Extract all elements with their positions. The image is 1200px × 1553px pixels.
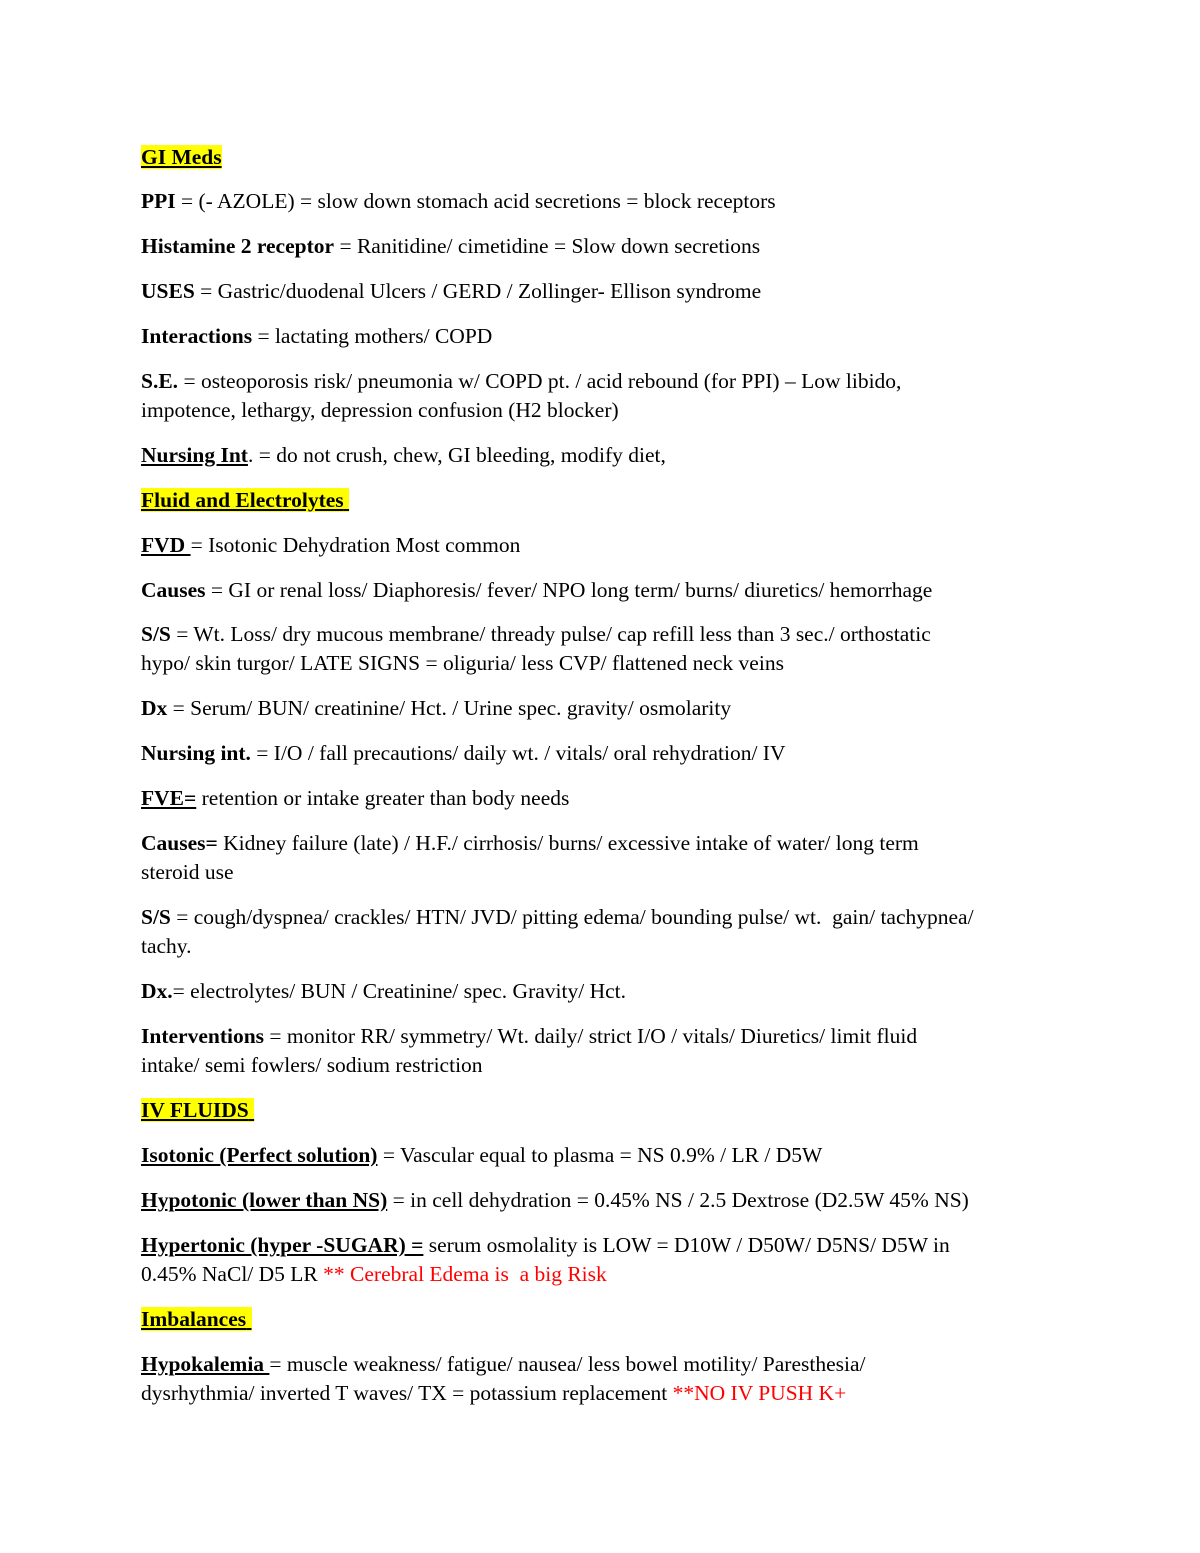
imbalances-heading-text: Imbalances	[141, 1307, 247, 1331]
fvd-dx-text: = Serum/ BUN/ creatinine/ Hct. / Urine spec. gravity/ osmolarity	[167, 696, 732, 720]
gi-nursing-text: . = do not crush, chew, GI bleeding, modify diet,	[247, 443, 666, 467]
fvd-nursing-term: Nursing int.	[141, 741, 251, 765]
fvd-nursing-text: = I/O / fall precautions/ daily wt. / vitals/ oral rehydration/ IV	[250, 741, 786, 765]
fluid-heading-text: Fluid and Electrolytes	[141, 488, 344, 512]
fve-ss-text-2: tachy.	[141, 934, 192, 958]
hypotonic-line	[141, 1185, 969, 1215]
causes-text: = GI or renal loss/ Diaphoresis/ fever/ NPO long term/ burns/ diuretics/ hemorrhage	[205, 578, 933, 602]
fve-term: FVE=	[141, 786, 197, 810]
hypokalemia-line-2	[141, 1378, 846, 1408]
interactions-term: Interactions	[141, 324, 253, 348]
causes-term: Causes	[141, 578, 206, 602]
isotonic-line	[141, 1140, 822, 1170]
cerebral-edema-warning: ** Cerebral Edema is a big Risk	[323, 1262, 607, 1286]
interventions-term: Interventions	[141, 1024, 265, 1048]
fvd-ss-text: = Wt. Loss/ dry mucous membrane/ thready pulse/ cap refill less than 3 sec./ orthostatic	[170, 622, 931, 646]
ppi-term: PPI	[141, 189, 176, 213]
ppi-text: = (- AZOLE) = slow down stomach acid secretions = block receptors	[175, 189, 776, 213]
fve-ss-text: = cough/dyspnea/ crackles/ HTN/ JVD/ pitting edema/ bounding pulse/ wt. gain/ tachypnea/	[170, 905, 974, 929]
gi-meds-heading-text: GI Meds	[141, 145, 222, 169]
fluid-heading	[141, 485, 349, 515]
gi-meds-heading	[141, 142, 222, 172]
h2-text: = Ranitidine/ cimetidine = Slow down secretions	[334, 234, 761, 258]
fve-text: retention or intake greater than body needs	[196, 786, 570, 810]
gi-nursing-term: Nursing Int	[141, 443, 248, 467]
no-iv-push-warning: **NO IV PUSH K+	[672, 1381, 847, 1405]
gi-nursing-line	[141, 440, 666, 470]
iv-heading	[141, 1095, 254, 1125]
fvd-line	[141, 530, 520, 560]
fve-causes-line	[141, 828, 919, 858]
imbalances-heading	[141, 1304, 252, 1334]
hypertonic-line-2	[141, 1259, 607, 1289]
fve-dx-term: Dx.	[141, 979, 173, 1003]
fvd-dx-line	[141, 693, 731, 723]
hypokalemia-line	[141, 1349, 866, 1379]
hypertonic-text-2: 0.45% NaCl/ D5 LR	[141, 1262, 324, 1286]
fve-causes-text-2: steroid use	[141, 860, 234, 884]
fve-dx-line	[141, 976, 626, 1006]
fve-dx-text: = electrolytes/ BUN / Creatinine/ spec. Gravity/ Hct.	[172, 979, 627, 1003]
hypokalemia-text-2: dysrhythmia/ inverted T waves/ TX = potassium replacement	[141, 1381, 673, 1405]
h2-line	[141, 231, 760, 261]
se-text-2: impotence, lethargy, depression confusion (H2 blocker)	[141, 398, 619, 422]
fve-ss-term: S/S	[141, 905, 171, 929]
fve-causes-line-2	[141, 857, 234, 887]
fvd-ss-line	[141, 619, 931, 649]
ppi-line	[141, 186, 776, 216]
se-text: = osteoporosis risk/ pneumonia w/ COPD pt. / acid rebound (for PPI) – Low libido,	[178, 369, 902, 393]
causes-line	[141, 575, 932, 605]
hypertonic-term: Hypertonic (hyper -SUGAR) =	[141, 1233, 424, 1257]
hypertonic-text: serum osmolality is LOW = D10W / D50W/ D5NS/ D5W in	[423, 1233, 950, 1257]
se-term: S.E.	[141, 369, 179, 393]
uses-term: USES	[141, 279, 195, 303]
interventions-text: = monitor RR/ symmetry/ Wt. daily/ strict I/O / vitals/ Diuretics/ limit fluid	[264, 1024, 918, 1048]
fvd-dx-term: Dx	[141, 696, 168, 720]
interventions-line	[141, 1021, 917, 1051]
hypokalemia-term: Hypokalemia	[141, 1352, 270, 1376]
fvd-ss-line-2	[141, 648, 784, 678]
fve-causes-term: Causes=	[141, 831, 218, 855]
fve-ss-line-2	[141, 931, 192, 961]
hypotonic-term: Hypotonic (lower than NS)	[141, 1188, 388, 1212]
hypotonic-text: = in cell dehydration = 0.45% NS / 2.5 Dextrose (D2.5W 45% NS)	[387, 1188, 969, 1212]
fvd-ss-text-2: hypo/ skin turgor/ LATE SIGNS = oliguria/ less CVP/ flattened neck veins	[141, 651, 784, 675]
interventions-line-2	[141, 1050, 483, 1080]
fvd-ss-term: S/S	[141, 622, 171, 646]
uses-line	[141, 276, 761, 306]
fvd-nursing-line	[141, 738, 785, 768]
isotonic-text: = Vascular equal to plasma = NS 0.9% / LR / D5W	[377, 1143, 823, 1167]
se-line	[141, 366, 901, 396]
fvd-text: = Isotonic Dehydration Most common	[190, 533, 521, 557]
fvd-term: FVD	[141, 533, 191, 557]
isotonic-term: Isotonic (Perfect solution)	[141, 1143, 378, 1167]
hypertonic-line	[141, 1230, 950, 1260]
h2-term: Histamine 2 receptor	[141, 234, 335, 258]
se-line-2	[141, 395, 619, 425]
iv-heading-text: IV FLUIDS	[141, 1098, 249, 1122]
interactions-line	[141, 321, 492, 351]
fve-line	[141, 783, 569, 813]
uses-text: = Gastric/duodenal Ulcers / GERD / Zollinger- Ellison syndrome	[194, 279, 762, 303]
hypokalemia-text: = muscle weakness/ fatigue/ nausea/ less bowel motility/ Paresthesia/	[269, 1352, 866, 1376]
fve-causes-text: Kidney failure (late) / H.F./ cirrhosis/ burns/ excessive intake of water/ long term	[217, 831, 919, 855]
fve-ss-line	[141, 902, 974, 932]
interactions-text: = lactating mothers/ COPD	[252, 324, 493, 348]
interventions-text-2: intake/ semi fowlers/ sodium restriction	[141, 1053, 483, 1077]
